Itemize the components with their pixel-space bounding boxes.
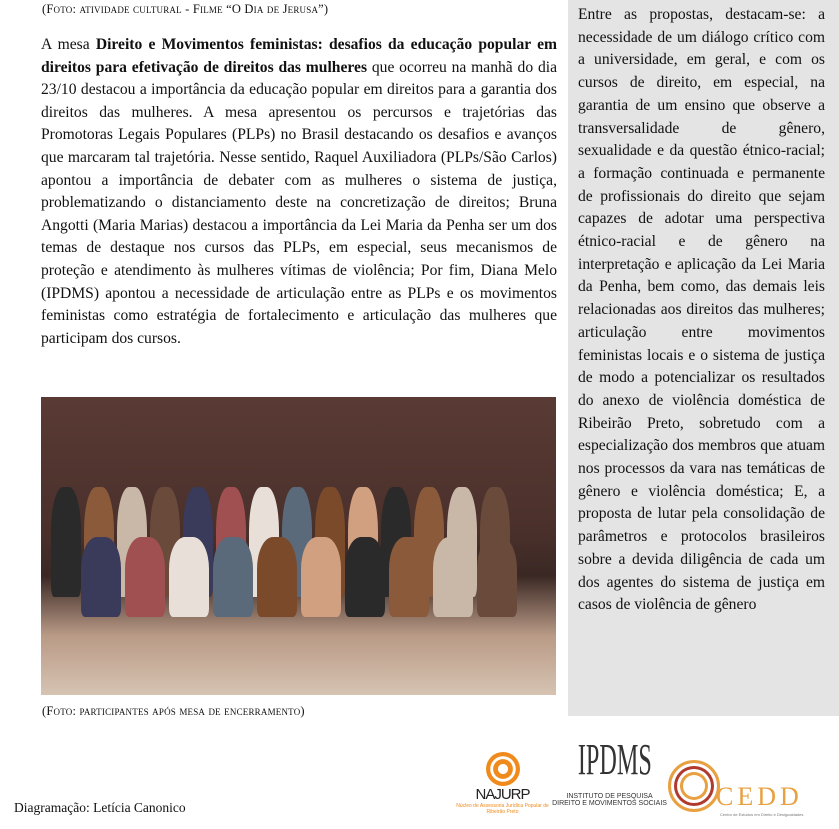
person-silhouette (301, 537, 341, 617)
ipdms-logo (552, 735, 667, 807)
intro-text: A mesa (41, 36, 96, 53)
body-text: que ocorreu na manhã do dia 23/10 destacou a importância da educação popular em direitos para a garantia dos direitos das mulheres. A mesa apresentou os percursos e trajetórias das Promotoras Legais Populares (PLPs) no Brasil destacando os desafios e avanços que marcaram tal trajetória. Nesse sentido, Raquel Auxiliadora (PLPs/São Carlos) apontou a importância de debater com as mulheres o sistema de justiça, problematizando o distanciamento deste na concretização de direitos; Bruna Angotti (Maria Marias) destacou a importância da Lei Maria da Penha ser um dos temas de destaque nos cursos das PLPs, em especial, seus mecanismos de proteção e atendimento às mulheres vítimas de violência; Por fim, Diana Melo (IPDMS) apontou a necessidade de articulação entre as PLPs e os movimentos feministas como estratégia de fortalecimento e articulação das mulheres que participam dos cursos. (41, 58, 557, 347)
main-paragraph (41, 34, 557, 350)
person-silhouette (389, 537, 429, 617)
group-photo (41, 397, 556, 695)
person-silhouette (345, 537, 385, 617)
person-silhouette (213, 537, 253, 617)
cedd-logo (668, 760, 818, 820)
person-silhouette (51, 487, 81, 597)
person-silhouette (125, 537, 165, 617)
najurp-sub: Núcleo de Assessoria Jurídica Popular de Ribeirão Preto (456, 803, 549, 815)
person-silhouette (169, 537, 209, 617)
sidebar-box (568, 0, 839, 716)
panel-title: Direito e Movimentos feministas: desafios da educação popular em direitos para efetivação de direitos das mulheres (41, 36, 557, 76)
person-silhouette (257, 537, 297, 617)
photo-caption: (Foto: participantes após mesa de encerramento) (42, 704, 305, 718)
cedd-name: CEDD (716, 782, 803, 811)
circles-icon (668, 760, 720, 812)
sidebar-text: Entre as propostas, destacam-se: a necessidade de um diálogo crítico com a universidade, em geral, e com os cursos de direito, em especial, na garantia de um ensino que observe a transversalidade de gênero, sexualidade e da questão étnico-racial; a formação continuada e permanente de profissionais do direito que sejam capazes de adotar uma perspectiva étnico-racial e de gênero na interpretação e aplicação da Lei Maria da Penha, bem como, das demais leis relacionadas aos direitos das mulheres; articulação entre movimentos feministas locais e o sistema de justiça de modo a potencializar os resultados do anexo de violência doméstica de Ribeirão Preto, sobretudo com a especialização dos membros que atuam nos processos da vara nas temáticas de gênero e violência doméstica; E, a proposta de lutar pela consolidação de parâmetros e protocolos brasileiros sobre a devida diligência de cada um dos agentes do sistema de justiça em casos de violência de gênero (578, 6, 825, 614)
ipdms-sub2: DIREITO E MOVIMENTOS SOCIAIS (552, 800, 667, 807)
person-silhouette (81, 537, 121, 617)
photo-caption-top: (Foto: atividade cultural - Filme “O Dia de Jerusa”) (42, 2, 329, 16)
ipdms-name: IPDMS (577, 735, 652, 784)
najurp-name: NAJURP (475, 786, 530, 803)
najurp-logo (455, 752, 550, 815)
ipdms-sub1: INSTITUTO DE PESQUISA (566, 793, 653, 800)
person-silhouette (433, 537, 473, 617)
layout-credit: Diagramação: Letícia Canonico (14, 800, 186, 815)
hand-icon (486, 752, 520, 786)
person-silhouette (477, 537, 517, 617)
cedd-sub: Centro de Estudos em Direito e Desigualdades (720, 812, 804, 817)
